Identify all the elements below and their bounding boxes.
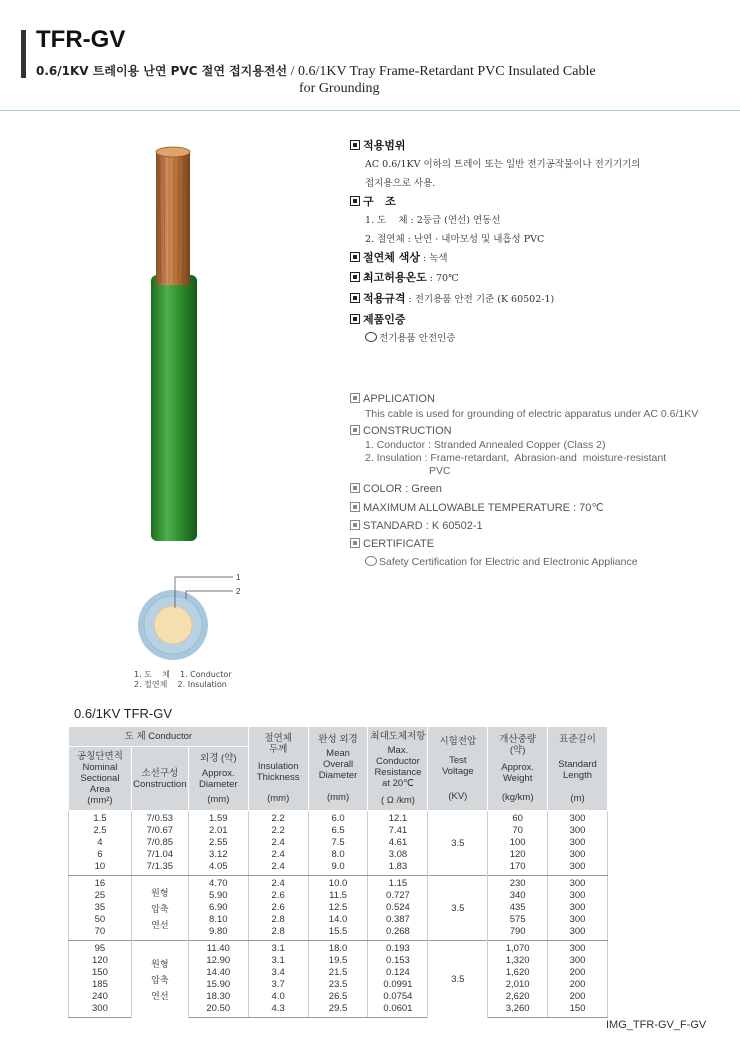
- cell-length: 300: [548, 825, 608, 837]
- header-weight: 개산중량 (약) Approx. Weight (kg/km): [488, 727, 548, 811]
- header-thickness: 절연체 두께 Insulation Thickness (mm): [248, 727, 308, 811]
- cell-weight: 60: [488, 811, 548, 826]
- cell-resistance: 0.124: [368, 967, 428, 979]
- cell-resistance: 3.08: [368, 849, 428, 861]
- table-row: [69, 861, 608, 876]
- cell-weight: 70: [488, 825, 548, 837]
- en-construction-insulation: 2. Insulation : Frame-retardant, Abrasion-and moisture-resistant: [365, 452, 667, 464]
- cell-diameter: 4.05: [188, 861, 248, 876]
- cell-weight: 120: [488, 849, 548, 861]
- header-resistance: 최대도체저항 Max. Conductor Resistance at 20℃ ( Ω /km): [368, 727, 428, 811]
- cell-resistance: 0.0754: [368, 991, 428, 1003]
- cell-area: 95: [69, 941, 132, 956]
- cell-area: 240: [69, 991, 132, 1003]
- cell-resistance: 0.387: [368, 914, 428, 926]
- kc-mark-icon: [365, 556, 377, 566]
- cell-overall: 18.0: [308, 941, 368, 956]
- conductor-core: [154, 606, 192, 644]
- cell-thickness: 3.1: [248, 941, 308, 956]
- en-max-temperature: MAXIMUM ALLOWABLE TEMPERATURE : 70℃: [350, 501, 604, 514]
- en-color: COLOR : Green: [350, 483, 442, 495]
- cell-length: 200: [548, 991, 608, 1003]
- cell-thickness: 2.6: [248, 890, 308, 902]
- cell-weight: 435: [488, 902, 548, 914]
- bullet-icon: [350, 425, 360, 435]
- cell-weight: 1,320: [488, 955, 548, 967]
- cell-diameter: 1.59: [188, 811, 248, 826]
- cell-area: 16: [69, 876, 132, 891]
- table-body: [69, 811, 608, 1018]
- cell-length: 300: [548, 902, 608, 914]
- conductor-end: [156, 147, 190, 157]
- kr-certificate-heading: 제품인증: [350, 311, 406, 327]
- cell-diameter: 8.10: [188, 914, 248, 926]
- cell-area: 35: [69, 902, 132, 914]
- cell-diameter: 12.90: [188, 955, 248, 967]
- cell-thickness: 2.2: [248, 825, 308, 837]
- cell-weight: 575: [488, 914, 548, 926]
- cell-thickness: 4.3: [248, 1003, 308, 1018]
- cell-diameter: 2.01: [188, 825, 248, 837]
- cell-length: 300: [548, 926, 608, 941]
- table-row: [69, 811, 608, 826]
- cell-construction: 7/0.53: [131, 811, 188, 826]
- header-test-voltage: 시험전압 Test Voltage (KV): [428, 727, 488, 811]
- table-row: [69, 941, 608, 956]
- cell-overall: 29.5: [308, 1003, 368, 1018]
- cell-diameter: 18.30: [188, 991, 248, 1003]
- cell-weight: 230: [488, 876, 548, 891]
- cell-overall: 15.5: [308, 926, 368, 941]
- cell-thickness: 2.6: [248, 902, 308, 914]
- cell-weight: 1,620: [488, 967, 548, 979]
- cell-diameter: 11.40: [188, 941, 248, 956]
- header-area: 공칭단면적 Nominal Sectional Area (mm²): [69, 747, 132, 811]
- header-length: 표준길이 Standard Length (m): [548, 727, 608, 811]
- bullet-icon: [350, 272, 360, 282]
- kr-structure-insulation: 2. 절연체 : 난연 · 내마모성 및 내흡성 PVC: [365, 234, 545, 245]
- bullet-icon: [350, 252, 360, 262]
- cell-diameter: 9.80: [188, 926, 248, 941]
- table-row: [69, 825, 608, 837]
- bullet-icon: [350, 520, 360, 530]
- en-application-text: This cable is used for grounding of electric apparatus under AC 0.6/1KV: [365, 408, 699, 420]
- en-application-heading: APPLICATION: [350, 393, 435, 405]
- legend-conductor: 1. 도 체 1. Conductor: [134, 670, 232, 679]
- cell-resistance: 12.1: [368, 811, 428, 826]
- cell-thickness: 3.1: [248, 955, 308, 967]
- bullet-icon: [350, 393, 360, 403]
- cell-overall: 9.0: [308, 861, 368, 876]
- cell-length: 300: [548, 861, 608, 876]
- cell-resistance: 4.61: [368, 837, 428, 849]
- cell-thickness: 2.2: [248, 811, 308, 826]
- en-standard: STANDARD : K 60502-1: [350, 520, 483, 532]
- cell-construction: 7/0.85: [131, 837, 188, 849]
- cell-length: 300: [548, 941, 608, 956]
- cell-resistance: 0.193: [368, 941, 428, 956]
- insulation-jacket: [151, 275, 197, 541]
- cell-resistance: 1.83: [368, 861, 428, 876]
- title-accent-bar: [21, 30, 26, 78]
- cell-resistance: 0.727: [368, 890, 428, 902]
- cell-weight: 1,070: [488, 941, 548, 956]
- header-conductor: 도 체 Conductor: [69, 727, 249, 747]
- header-overall-diameter: 완성 외경 Mean Overall Diameter (mm): [308, 727, 368, 811]
- cell-diameter: 4.70: [188, 876, 248, 891]
- header-construction: 소선구성 Construction: [131, 747, 188, 811]
- cell-length: 300: [548, 849, 608, 861]
- cell-area: 10: [69, 861, 132, 876]
- cell-length: 300: [548, 876, 608, 891]
- table-row: [69, 876, 608, 891]
- cell-overall: 12.5: [308, 902, 368, 914]
- cell-thickness: 2.4: [248, 849, 308, 861]
- cell-construction-group: [131, 876, 188, 941]
- bullet-icon: [350, 502, 360, 512]
- cell-weight: 100: [488, 837, 548, 849]
- cell-diameter: 5.90: [188, 890, 248, 902]
- cell-overall: 11.5: [308, 890, 368, 902]
- subtitle-english: 0.6/1KV Tray Frame-Retardant PVC Insulated Cable: [297, 64, 596, 79]
- en-construction-insulation-2: PVC: [429, 465, 451, 477]
- cell-overall: 10.0: [308, 876, 368, 891]
- cell-diameter: 3.12: [188, 849, 248, 861]
- cell-test-voltage: 3.5: [428, 876, 488, 941]
- cell-area: 50: [69, 914, 132, 926]
- cell-length: 300: [548, 837, 608, 849]
- legend-insulation: 2. 절연체 2. Insulation: [134, 680, 227, 689]
- cell-resistance: 0.153: [368, 955, 428, 967]
- cell-construction: 7/0.67: [131, 825, 188, 837]
- product-title: TFR-GV: [36, 26, 126, 53]
- cell-weight: 340: [488, 890, 548, 902]
- kr-color: 절연체 색상 : 녹색: [350, 249, 448, 265]
- cell-area: 25: [69, 890, 132, 902]
- cell-length: 300: [548, 955, 608, 967]
- bullet-icon: [350, 538, 360, 548]
- image-code: IMG_TFR-GV_F-GV: [606, 1019, 707, 1031]
- cell-resistance: 1.15: [368, 876, 428, 891]
- cell-thickness: 2.4: [248, 861, 308, 876]
- cell-thickness: 2.4: [248, 876, 308, 891]
- cell-length: 300: [548, 811, 608, 826]
- cell-diameter: 2.55: [188, 837, 248, 849]
- construction-label: 연선: [151, 991, 169, 1002]
- cell-thickness: 3.4: [248, 967, 308, 979]
- en-certificate-heading: CERTIFICATE: [350, 538, 434, 550]
- cell-resistance: 0.268: [368, 926, 428, 941]
- subtitle-english-line2: for Grounding: [299, 81, 380, 96]
- cell-overall: 23.5: [308, 979, 368, 991]
- kr-application-text-1: AC 0.6/1KV 이하의 트레이 또는 일반 전기공작물이나 전기기기의: [365, 159, 641, 170]
- cell-thickness: 4.0: [248, 991, 308, 1003]
- cell-length: 200: [548, 967, 608, 979]
- header-divider: [0, 110, 740, 111]
- specification-table: [68, 726, 608, 1018]
- en-certificate: Safety Certification for Electric and Electronic Appliance: [365, 556, 638, 568]
- kr-structure-heading: 구 조: [350, 193, 396, 209]
- cell-area: 6: [69, 849, 132, 861]
- cable-illustration: [150, 145, 198, 545]
- cell-diameter: 14.40: [188, 967, 248, 979]
- subtitle-korean: 0.6/1KV 트레이용 난연 PVC 절연 접지용전선: [36, 64, 288, 78]
- cell-thickness: 2.4: [248, 837, 308, 849]
- cell-overall: 6.0: [308, 811, 368, 826]
- cell-area: 70: [69, 926, 132, 941]
- cell-construction: 7/1.04: [131, 849, 188, 861]
- kr-certificate: 전기용품 안전인증: [365, 330, 455, 344]
- cell-area: 300: [69, 1003, 132, 1018]
- cell-weight: 2,620: [488, 991, 548, 1003]
- cell-length: 300: [548, 890, 608, 902]
- cell-overall: 7.5: [308, 837, 368, 849]
- kr-standard: 적용규격 : 전기용품 안전 기준 (K 60502-1): [350, 290, 554, 306]
- construction-label: 압축: [151, 904, 169, 914]
- bullet-icon: [350, 293, 360, 303]
- cell-area: 2.5: [69, 825, 132, 837]
- en-construction-heading: CONSTRUCTION: [350, 425, 452, 437]
- bullet-icon: [350, 314, 360, 324]
- table-row: [69, 837, 608, 849]
- cell-resistance: 7.41: [368, 825, 428, 837]
- kc-mark-icon: [365, 332, 377, 342]
- kr-max-temperature: 최고허용온도 : 70℃: [350, 269, 459, 285]
- en-construction-conductor: 1. Conductor : Stranded Annealed Copper (Class 2): [365, 439, 606, 451]
- cell-diameter: 15.90: [188, 979, 248, 991]
- cell-resistance: 0.524: [368, 902, 428, 914]
- kr-application-heading: 적용범위: [350, 137, 406, 153]
- kr-application-text-2: 접지용으로 사용.: [365, 178, 436, 189]
- cell-test-voltage: 3.5: [428, 941, 488, 1018]
- bullet-icon: [350, 140, 360, 150]
- cell-overall: 6.5: [308, 825, 368, 837]
- cell-area: 4: [69, 837, 132, 849]
- table-title: 0.6/1KV TFR-GV: [74, 706, 173, 721]
- kr-structure-conductor: 1. 도 체 : 2등급 (연선) 연동선: [365, 215, 501, 226]
- construction-label: 원형: [151, 888, 169, 898]
- cell-construction: 7/1.35: [131, 861, 188, 876]
- table-row: [69, 849, 608, 861]
- cell-weight: 2,010: [488, 979, 548, 991]
- cell-overall: 14.0: [308, 914, 368, 926]
- callout-label-2: 2: [236, 587, 241, 596]
- cell-construction-group: [131, 941, 188, 1018]
- copper-conductor: [156, 151, 190, 285]
- cell-thickness: 2.8: [248, 914, 308, 926]
- bullet-icon: [350, 196, 360, 206]
- construction-label: 연선: [151, 920, 169, 930]
- cell-weight: 170: [488, 861, 548, 876]
- callout-label-1: 1: [236, 573, 241, 582]
- cross-section-legend: [134, 670, 232, 690]
- cell-test-voltage: 3.5: [428, 811, 488, 876]
- cell-area: 1.5: [69, 811, 132, 826]
- cell-diameter: 6.90: [188, 902, 248, 914]
- cell-diameter: 20.50: [188, 1003, 248, 1018]
- cell-overall: 21.5: [308, 967, 368, 979]
- cell-overall: 26.5: [308, 991, 368, 1003]
- cell-weight: 790: [488, 926, 548, 941]
- product-subtitle: [36, 63, 726, 96]
- cell-thickness: 3.7: [248, 979, 308, 991]
- cell-overall: 8.0: [308, 849, 368, 861]
- cell-length: 200: [548, 979, 608, 991]
- cell-overall: 19.5: [308, 955, 368, 967]
- subtitle-separator: /: [287, 64, 298, 79]
- cell-weight: 3,260: [488, 1003, 548, 1018]
- construction-label: 원형: [151, 959, 169, 970]
- header-diameter: 외경 (약) Approx. Diameter (mm): [188, 747, 248, 811]
- cell-resistance: 0.0601: [368, 1003, 428, 1018]
- cell-resistance: 0.0991: [368, 979, 428, 991]
- cell-length: 150: [548, 1003, 608, 1018]
- construction-label: 압축: [151, 975, 169, 986]
- cell-area: 150: [69, 967, 132, 979]
- cell-thickness: 2.8: [248, 926, 308, 941]
- bullet-icon: [350, 483, 360, 493]
- cell-area: 120: [69, 955, 132, 967]
- cell-area: 185: [69, 979, 132, 991]
- cell-length: 300: [548, 914, 608, 926]
